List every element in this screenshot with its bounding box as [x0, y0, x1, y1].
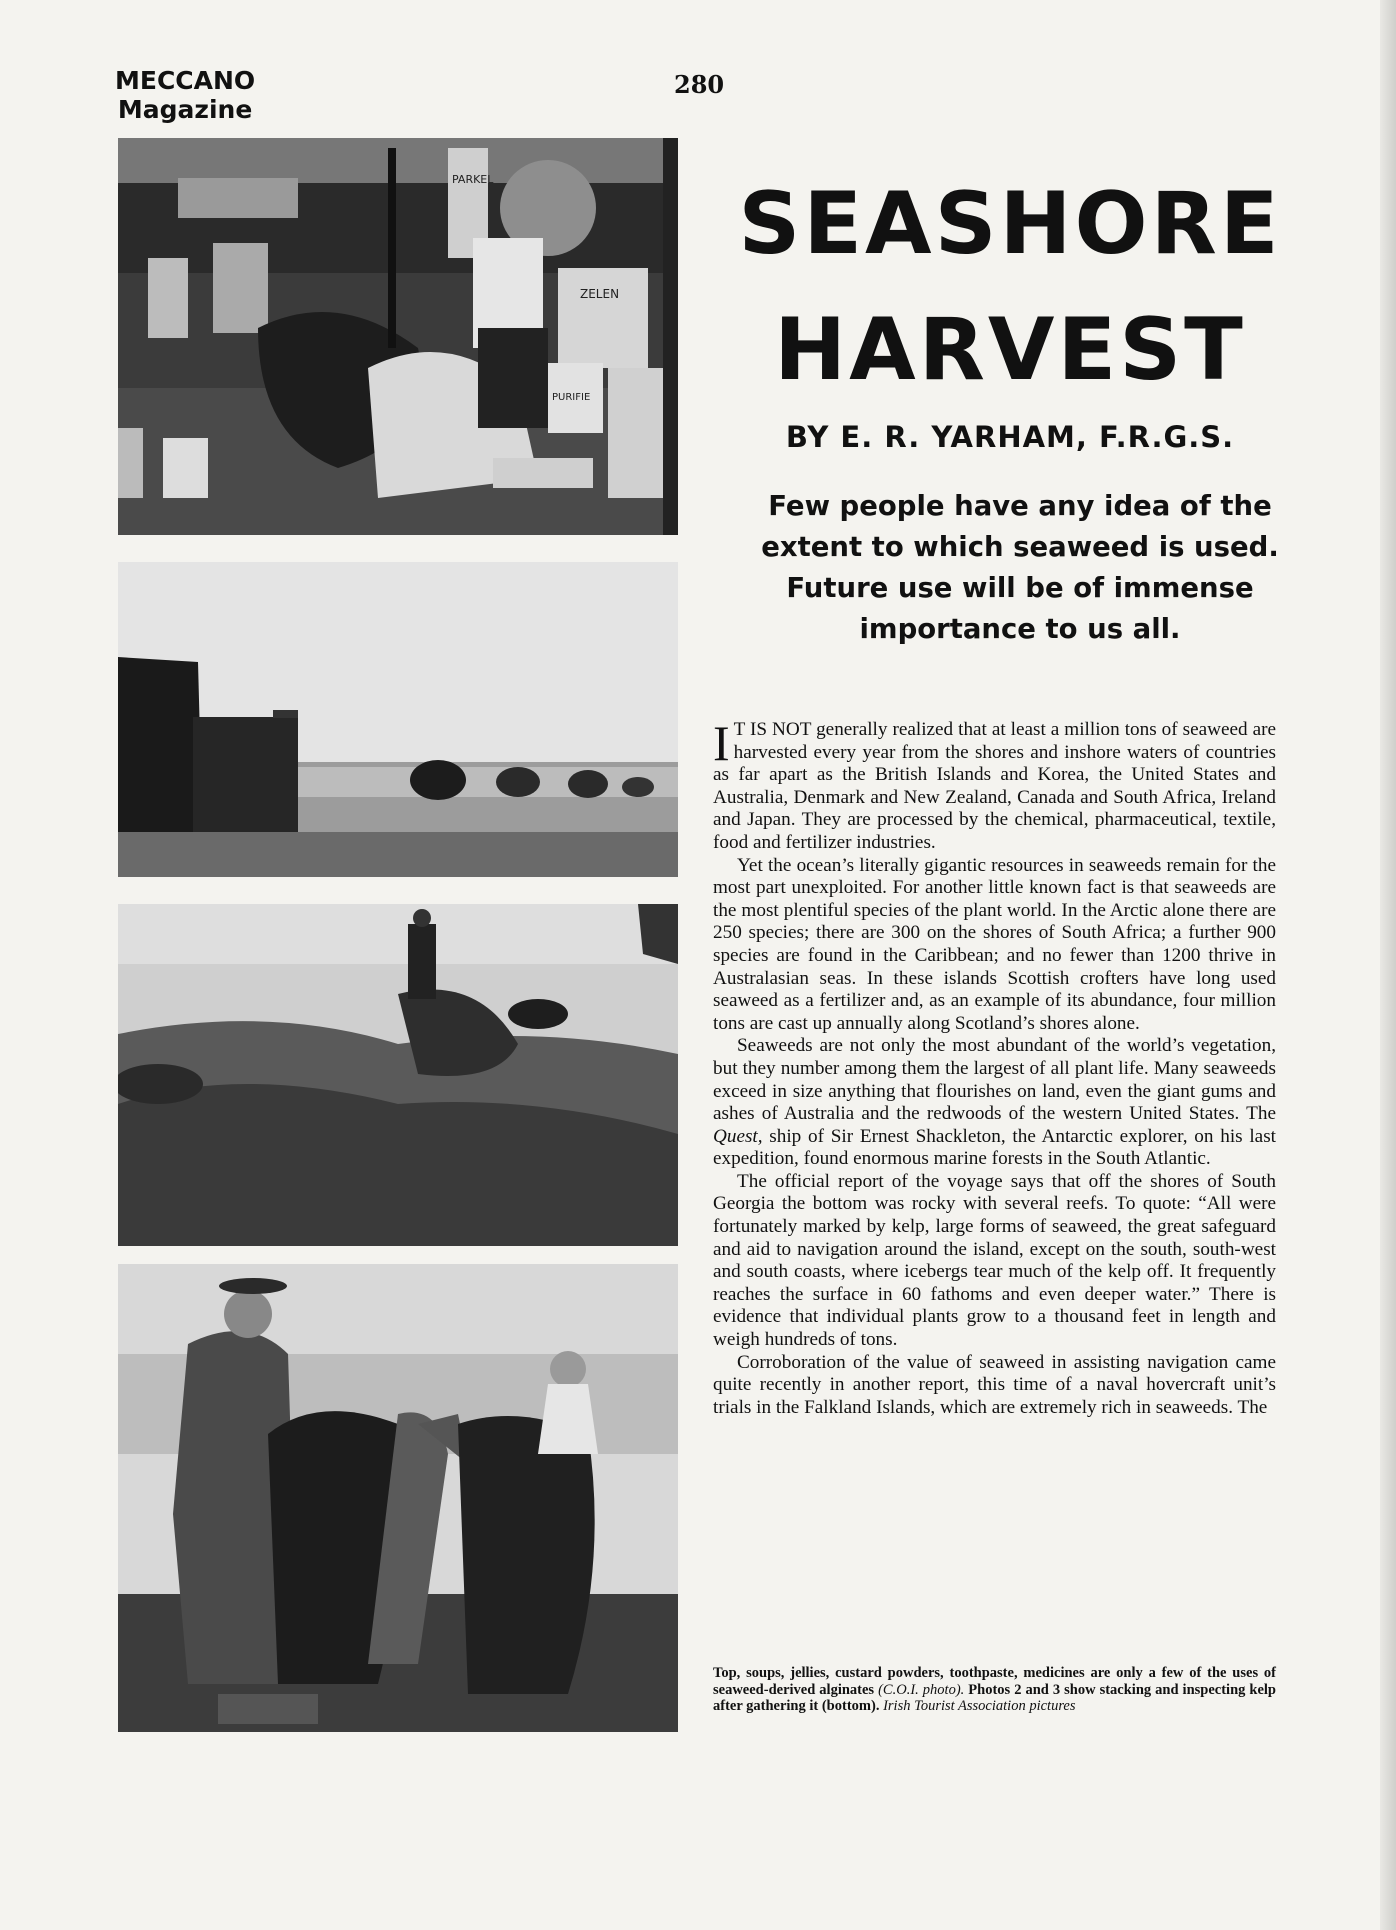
- standfirst: Few people have any idea of the extent to which seaweed is used. Future use will be of immense importance to us all.: [761, 490, 1279, 645]
- photo-kelp-stacks: [118, 562, 678, 877]
- caption-credit-1: (C.O.I. photo).: [878, 1681, 965, 1698]
- ship-name: Quest,: [713, 1125, 763, 1147]
- byline: BY E. R. YARHAM, F.R.G.S.: [785, 420, 1235, 454]
- drop-cap: I: [713, 715, 730, 771]
- page-edge-shadow: [1380, 0, 1396, 1930]
- photo-kelp-shore: [118, 904, 678, 1246]
- photo-caption: [713, 1665, 1276, 1715]
- paragraph-4: The official report of the voyage says that off the shores of South Georgia the bottom was rocky with several reefs. To quote: “All were fortunately marked by kelp, large forms of seaweed, the great safeguard and aid to navigation around the island, except on the south, south-west and south coasts, where icebergs tear much of the kelp off. It frequently reaches the surface in 60 fathoms and even deeper water.” There is evidence that individual plants grow to a thousand feet in length and weigh hundreds of tons.: [713, 1170, 1276, 1351]
- paragraph-1: [713, 715, 1276, 855]
- tin-label-zelen: ZELEN: [580, 287, 620, 301]
- headline-line-1: SEASHORE: [738, 174, 1282, 274]
- paragraph-5: Corroboration of the value of seaweed in assisting navigation came quite recently in another report, this time of a naval hovercraft unit’s trials in the Falkland Islands, which are extremely rich in seaweeds. The: [713, 1351, 1276, 1418]
- tin-label-1: PARKEL: [452, 173, 494, 186]
- headline-line-2: HARVEST: [774, 300, 1246, 400]
- paragraph-3-text-a: Seaweeds are not only the most abundant of the world’s vegetation, but they number among them the largest of all plant life. Many seaweeds exceed in size anything that flourishes on land, even the giant gums and ashes of Australia and the redwoods of the western United States. The: [713, 1035, 1276, 1125]
- photo-kelp-donkey: [118, 1264, 678, 1732]
- paragraph-3-text-b: ship of Sir Ernest Shackleton, the Antarctic explorer, on his last expedition, found enormous marine forests in the South Atlantic.: [713, 1125, 1276, 1170]
- box-label: PURIFIE: [552, 392, 591, 403]
- article-body: [713, 715, 1276, 1419]
- masthead-line-1: MECCANO: [115, 66, 256, 95]
- photo-seaweed-products: [118, 138, 678, 535]
- masthead-line-2: Magazine: [117, 95, 253, 124]
- caption-text-2: Photos 2 and 3 show stacking and inspecting kelp after gathering it (bottom).: [713, 1681, 1276, 1714]
- page-number: 280: [674, 70, 725, 99]
- paragraph-3: [713, 1035, 1276, 1171]
- paragraph-1-text: T IS NOT generally realized that at least a million tons of seaweed are harvested every year from the shores and inshore waters of countries as far apart as the British Islands and Korea, the United States and Australia, Denmark and New Zealand, Canada and South Africa, Ireland and Japan. They are processed by the chemical, pharmaceutical, textile, food and fertilizer industries.: [713, 719, 1276, 853]
- caption-credit-2: Irish Tourist Association pictures: [883, 1698, 1076, 1714]
- caption-text-1: Top, soups, jellies, custard powders, toothpaste, medicines are only a few of the uses of seaweed-derived alginates: [713, 1665, 1276, 1698]
- masthead: [115, 66, 255, 124]
- paragraph-2: Yet the ocean’s literally gigantic resources in seaweeds remain for the most part unexploited. For another little known fact is that seaweeds are the most plentiful species of the plant world. In the Arctic alone there are 250 species; there are 300 on the shores of South Africa; a further 900 species are found in the Caribbean; and no fewer than 1200 thrive in Australasian seas. In these islands Scottish crofters have long used seaweed as a fertilizer and, as an example of its abundance, four million tons are cast up annually along Scotland’s shores alone.: [713, 854, 1276, 1034]
